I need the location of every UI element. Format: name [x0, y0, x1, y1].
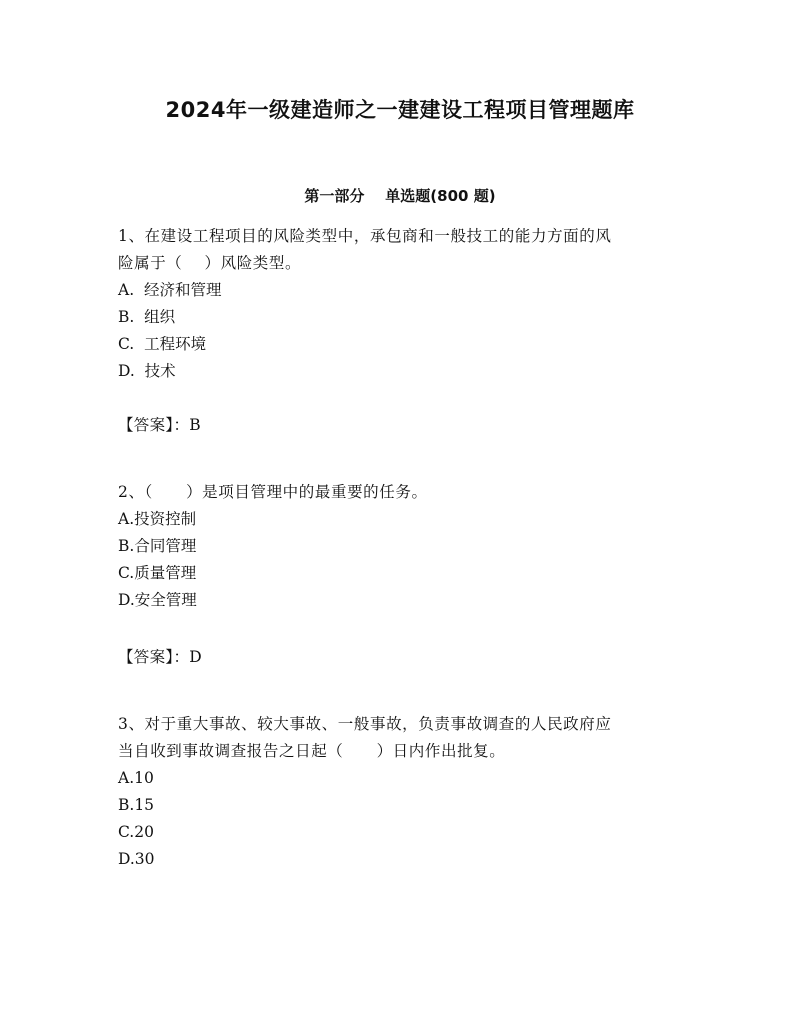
- question-1: [118, 223, 688, 439]
- answer-label: 【答案】：: [118, 416, 190, 434]
- question-3: [118, 711, 688, 873]
- document-title: 2024年一级建造师之一建建设工程项目管理题库: [165, 98, 635, 122]
- question-2-option-a: A.投资控制: [118, 510, 197, 528]
- section-title: 第一部分 单选题(800 题): [304, 187, 496, 205]
- question-1-option-b: B. 组织: [118, 308, 176, 326]
- question-1-option-c: C. 工程环境: [118, 335, 207, 353]
- question-1-option-d: D. 技术: [118, 362, 176, 380]
- answer-label: 【答案】：: [118, 648, 190, 666]
- question-2-option-d: D.安全管理: [118, 591, 197, 609]
- question-2-answer: [118, 644, 688, 671]
- answer-value: B: [189, 416, 201, 434]
- question-2-option-c: C.质量管理: [118, 564, 197, 582]
- question-3-stem-line-1: 3、对于重大事故、较大事故、一般事故，负责事故调查的人民政府应: [118, 715, 612, 733]
- question-3-option-c: C.20: [118, 823, 154, 841]
- question-3-option-b: B.15: [118, 796, 155, 814]
- question-2: [118, 479, 688, 671]
- question-1-stem-line-1: 1、在建设工程项目的风险类型中，承包商和一般技工的能力方面的风: [118, 227, 612, 245]
- question-2-stem-line-1: 2、（ ）是项目管理中的最重要的任务。: [118, 483, 428, 501]
- question-2-option-b: B.合同管理: [118, 537, 197, 555]
- question-3-option-a: A.10: [118, 769, 154, 787]
- question-3-option-d: D.30: [118, 850, 155, 868]
- question-list: [118, 223, 688, 873]
- question-1-option-a: A. 经济和管理: [118, 281, 222, 299]
- question-1-answer: [118, 412, 688, 439]
- question-1-stem-line-2: 险属于（ ）风险类型。: [118, 254, 302, 272]
- question-3-stem-line-2: 当自收到事故调查报告之日起（ ）日内作出批复。: [118, 742, 506, 760]
- answer-value: D: [189, 648, 202, 666]
